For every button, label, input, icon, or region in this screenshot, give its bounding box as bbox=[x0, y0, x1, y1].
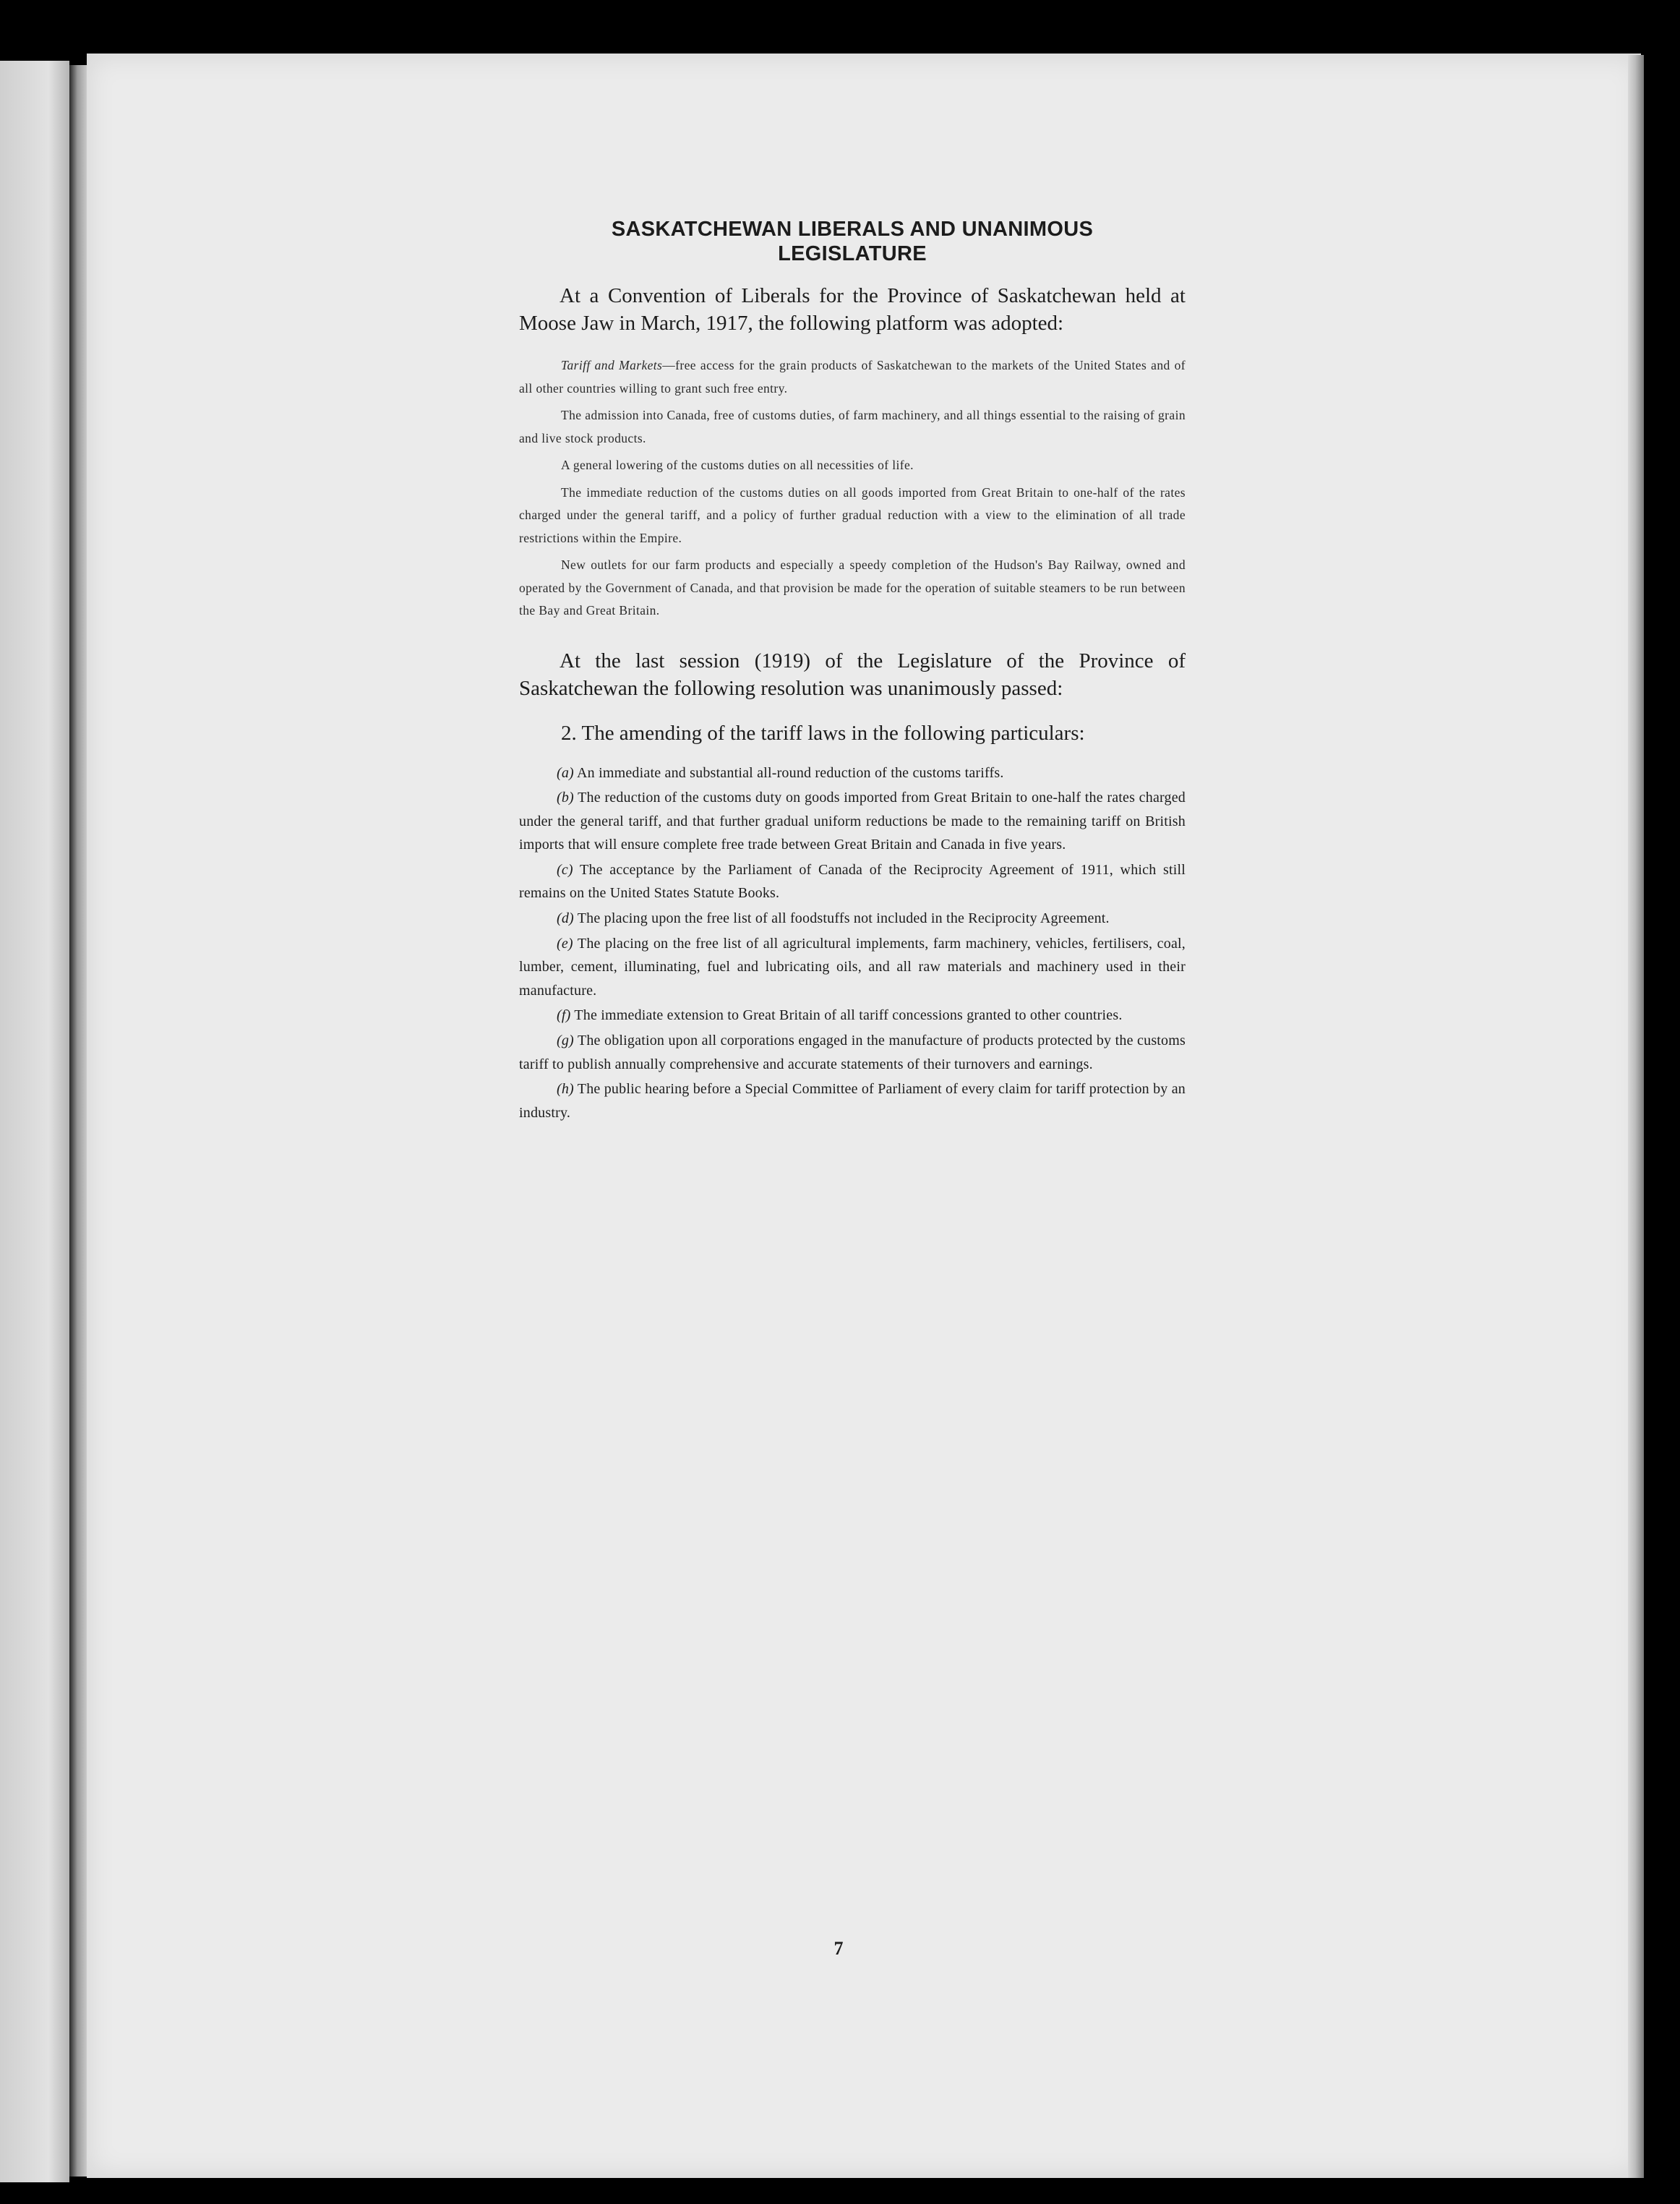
title-line-1: SASKATCHEWAN LIBERALS AND UNANIMOUS bbox=[611, 218, 1094, 241]
section-spacer bbox=[519, 627, 1186, 647]
platform-item bbox=[519, 482, 1186, 550]
resolution-item bbox=[519, 858, 1186, 905]
resolution-list bbox=[519, 761, 1186, 1125]
resolution-item bbox=[519, 1004, 1186, 1028]
resolution-item-key: (g) bbox=[557, 1033, 574, 1049]
resolution-item-key: (e) bbox=[557, 935, 573, 952]
document-title bbox=[519, 217, 1186, 266]
resolution-item bbox=[519, 1077, 1186, 1124]
resolution-heading: 2. The amending of the tariff laws in the following particulars: bbox=[561, 721, 1085, 745]
platform-item-text: A general lowering of the customs duties on all necessities of life. bbox=[561, 458, 914, 472]
resolution-item-text: The placing upon the free list of all foodstuffs not included in the Reciprocity Agreement. bbox=[577, 910, 1110, 927]
resolution-item bbox=[519, 907, 1186, 931]
resolution-item-key: (d) bbox=[557, 910, 574, 927]
page-number: 7 bbox=[833, 1938, 844, 1959]
resolution-item bbox=[519, 1029, 1186, 1076]
platform-item-text: New outlets for our farm products and especially a speedy completion of the Hudson's Bay Railway, owned and operated by the Government of Canada, and that provision be made for the operation of suitable steamers to be run between the Bay and Great Britain. bbox=[519, 558, 1186, 618]
resolution-item-text: The public hearing before a Special Committee of Parliament of every claim for tariff protection by an industry. bbox=[519, 1081, 1186, 1121]
resolution-item-text: An immediate and substantial all-round reduction of the customs tariffs. bbox=[577, 764, 1004, 781]
resolution-item bbox=[519, 932, 1186, 1003]
convention-intro: At a Convention of Liberals for the Province of Saskatchewan held at Moose Jaw in March, 1917, the following platform was adopted: bbox=[519, 284, 1186, 335]
platform-item bbox=[519, 354, 1186, 400]
resolution-item-text: The acceptance by the Parliament of Canada of the Reciprocity Agreement of 1911, which still remains on the United States Statute Books. bbox=[519, 861, 1186, 902]
resolution-item-key: (a) bbox=[557, 764, 574, 781]
platform-item bbox=[519, 554, 1186, 623]
resolution-item bbox=[519, 786, 1186, 857]
resolution-item-key: (h) bbox=[557, 1081, 574, 1098]
platform-list bbox=[519, 354, 1186, 623]
resolution-item-text: The obligation upon all corporations engaged in the manufacture of products protected by the customs tariff to publish annually comprehensive and accurate statements of their turnovers and earnings. bbox=[519, 1033, 1186, 1072]
platform-item-lead: Tariff and Markets bbox=[561, 358, 663, 372]
resolution-intro: At the last session (1919) of the Legislature of the Province of Saskatchewan the following resolution was unanimously passed: bbox=[519, 649, 1186, 700]
platform-item-text: —free access for the grain products of Saskatchewan to the markets of the United States and of all other countries willing to grant such free entry. bbox=[519, 358, 1186, 396]
title-line-2: LEGISLATURE bbox=[778, 242, 927, 265]
resolution-item bbox=[519, 761, 1186, 785]
resolution-item-text: The placing on the free list of all agricultural implements, farm machinery, vehicles, fertilisers, coal, lumber, cement, illuminating, fuel and lubricating oils, and all raw materials and machinery used in their manufacture. bbox=[519, 935, 1186, 999]
resolution-item-text: The immediate extension to Great Britain of all tariff concessions granted to other countries. bbox=[574, 1007, 1123, 1024]
page-right-edge bbox=[1628, 55, 1644, 2178]
platform-item-text: The immediate reduction of the customs duties on all goods imported from Great Britain to one-half of the rates charged under the general tariff, and a policy of further gradual reduction with a view to the elimination of all trade restrictions within the Empire. bbox=[519, 484, 1186, 545]
resolution-item-key: (c) bbox=[557, 861, 573, 878]
resolution-item-key: (b) bbox=[557, 790, 574, 806]
platform-item-text: The admission into Canada, free of customs duties, of farm machinery, and all things essential to the raising of grain and live stock products. bbox=[519, 408, 1186, 445]
page-content bbox=[519, 217, 1186, 1126]
platform-item bbox=[519, 404, 1186, 450]
resolution-item-key: (f) bbox=[557, 1007, 571, 1024]
adjacent-page-edge bbox=[0, 61, 69, 2182]
resolution-item-text: The reduction of the customs duty on goods imported from Great Britain to one-half the rates charged under the general tariff, and that further gradual uniform reductions be made to the remaining tariff on British imports that will ensure complete free trade between Great Britain and Canada in five years. bbox=[519, 790, 1186, 853]
platform-item bbox=[519, 454, 1186, 477]
